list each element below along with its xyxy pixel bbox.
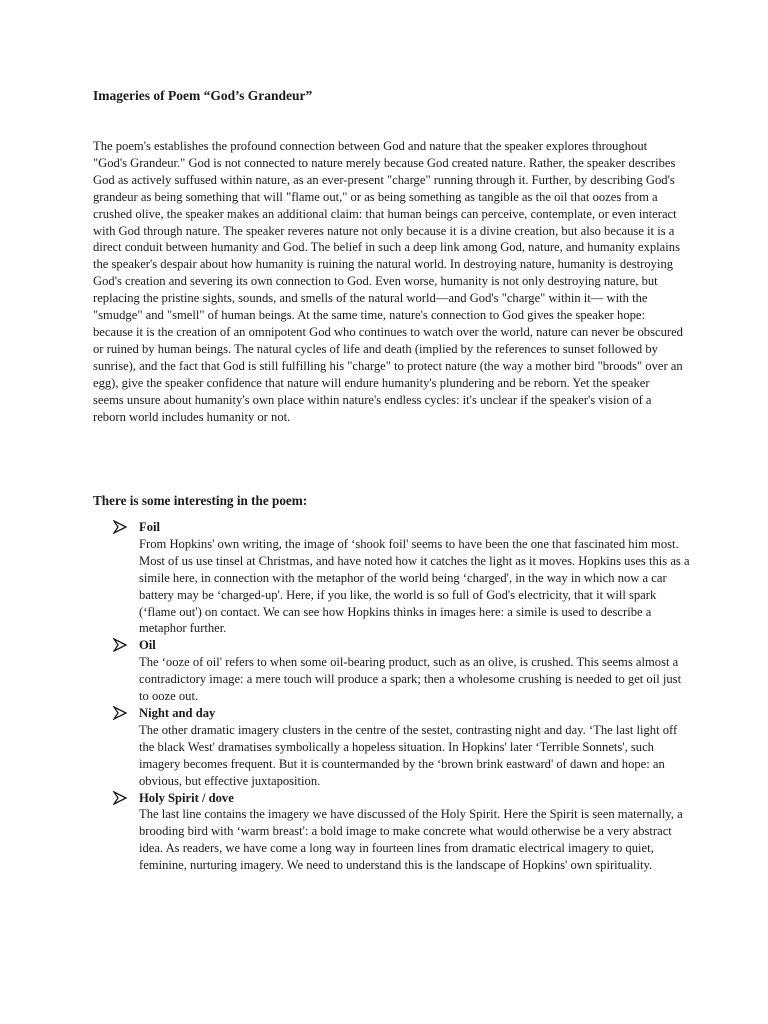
list-item-title: Night and day	[139, 705, 216, 720]
list-item-foil	[113, 519, 693, 637]
imagery-list	[113, 519, 693, 874]
list-item-night-and-day	[113, 705, 693, 790]
list-item-text: The other dramatic imagery clusters in the centre of the sestet, contrasting night and day. ‘The last light off the black West' dramatises symbolically a hopeless situation. In Hopkins' later ‘Terrible Sonnets', such imagery becomes frequent. But it is countermanded by the ‘brown brink eastward' of dawn and hope: an obvious, but effective juxtaposition.	[139, 722, 678, 788]
list-item-text: The last line contains the imagery we have discussed of the Holy Spirit. Here the Spirit is seen maternally, a brooding bird with ‘warm breast': a bold image to make concrete what would otherwise be a very abstract idea. As readers, we have come a long way in fourteen lines from dramatic electrical imagery to quiet, feminine, nurturing imagery. We need to understand this is the landscape of Hopkins' own spirituality.	[139, 807, 683, 873]
list-item-text: The ‘ooze of oil' refers to when some oil-bearing product, such as an olive, is crushed. This seems almost a contradictory image: a mere touch will produce a spark; then a wholesome crushing is needed to get oil just to ooze out.	[139, 655, 682, 704]
arrowhead-bullet-icon	[113, 706, 127, 720]
list-item-title: Foil	[139, 520, 160, 534]
arrowhead-bullet-icon	[113, 638, 127, 652]
list-item-title: Oil	[139, 638, 156, 653]
document-title: Imageries of Poem “God’s Grandeur”	[93, 88, 313, 103]
list-item-holy-spirit	[113, 790, 693, 875]
section-heading: There is some interesting in the poem:	[93, 493, 308, 508]
intro-paragraph: The poem's establishes the profound connection between God and nature that the speaker explores throughout "God's Grandeur." God is not connected to nature merely because God created nature. Rather, the speaker describes God as actively suffused within nature, as an ever-present "charge" running through it. Further, by describing God's grandeur as being something that will "flame out," or as being something as tangible as the oil that oozes from a crushed olive, the speaker makes an additional claim: that human beings can perceive, contemplate, or even interact with God through nature. The speaker reveres nature not only because it is a divine creation, but also because it is a direct conduit between humanity and God. The belief in such a deep link among God, nature, and humanity explains the speaker's despair about how humanity is ruining the natural world. In destroying nature, humanity is destroying God's creation and severing its own connection to God. Even worse, humanity is not only destroying nature, but replacing the pristine sights, sounds, and smells of the natural world—and God's "charge" within it— with the "smudge" and "smell" of human beings. At the same time, nature's connection to God gives the speaker hope: because it is the creation of an omnipotent God who continues to watch over the world, nature can never be obscured or ruined by human beings. The natural cycles of life and death (implied by the references to sunset followed by sunrise), and the fact that God is still fulfilling his "charge" to protect nature (the way a mother bird "broods" over an egg), give the speaker confidence that nature will endure humanity's plundering and be reborn. Yet the speaker seems unsure about humanity's own place within nature's endless cycles: it's unclear if the speaker's vision of a reborn world includes humanity or not.	[93, 139, 683, 424]
arrowhead-bullet-icon	[113, 791, 127, 805]
list-item-text: From Hopkins' own writing, the image of ‘shook foil' seems to have been the one that fascinated him most. Most of us use tinsel at Christmas, and have noted how it catches the light as it moves. Hopkins uses this as a simile here, in connection with the metaphor of the world being ‘charged', in the way in which now a car battery may be ‘charged-up'. Here, if you like, the world is so full of God's electricity, that it will spark (‘flame out') on contact. We can see how Hopkins thinks in images here: a simile is used to describe a metaphor further.	[139, 536, 690, 636]
list-item-title: Holy Spirit / dove	[139, 790, 234, 805]
list-item-oil	[113, 637, 693, 705]
arrowhead-bullet-icon	[113, 520, 127, 534]
